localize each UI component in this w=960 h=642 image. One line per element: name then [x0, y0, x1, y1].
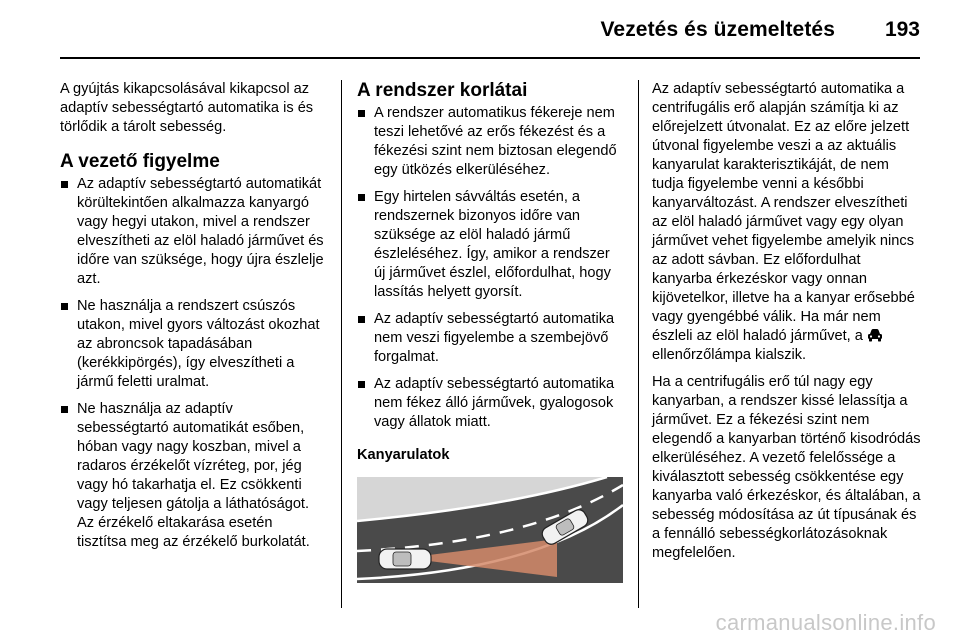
column-divider [638, 80, 639, 608]
page-header-title: Vezetés és üzemeltetés [600, 18, 835, 41]
watermark: carmanualsonline.info [715, 610, 936, 635]
section-heading-driver-attention: A vezető figyelme [60, 151, 220, 172]
bullet-item: Ne használja az adaptív sebességtartó automatikát esőben, hóban vagy nagy koszban, mivel a radaros érzékelőt vízréteg, por, jég vagy hó takarhatja el. Ez csökkenti vagy teljesen gátolja a láthatóságot. Az érzékelő eltakarása esetén tisztítsa meg az érzékelő burkolatát. [60, 400, 326, 552]
bullet-item: A rendszer automatikus fékereje nem teszi lehetővé az erős fékezést és a fékezési szint nem biztosan elegendő egy ütközés elkerüléséhez. [357, 104, 623, 180]
paragraph-text: ellenőrzőlámpa kialszik. [652, 347, 807, 363]
intro-paragraph: A gyújtás kikapcsolásával kikapcsol az adaptív sebességtartó automatika is és törlődik a tárolt sebesség. [60, 81, 314, 135]
curve-road-radar-illustration [357, 477, 623, 583]
section-heading-system-limits: A rendszer korlátai [357, 80, 528, 101]
column-middle [357, 80, 623, 583]
header-divider [60, 57, 920, 59]
bullet-item: Az adaptív sebességtartó automatika nem veszi figyelembe a szembejövő forgalmat. [357, 310, 623, 367]
bullet-item: Az adaptív sebességtartó automatika nem fékez álló járművek, gyalogosok vagy állatok miatt. [357, 375, 623, 432]
bullet-item: Ne használja a rendszert csúszós utakon, mivel gyors változást okozhat az abroncsok tapadásában (kerékkipörgés), így elveszítheti a jármű feletti uralmat. [60, 297, 326, 392]
centrifugal-force-paragraph: Ha a centrifugális erő túl nagy egy kanyarban, a rendszer kissé lelassítja a járművet. Ez a fékezési szint nem elegendő a kanyarban történő kisodródás elkerüléséhez. A vezető felelőssége a kiválasztott sebesség csökkentése egy kanyarba való érkezéskor, és általában, a sebesség módosítása az út típusának és a fennálló sebességkorlátozásoknak megfelelően. [652, 374, 921, 561]
column-left [60, 80, 326, 560]
bullet-item: Az adaptív sebességtartó automatikát körültekintően alkalmazza kanyargó vagy hegyi utakon, mivel a rendszer elveszítheti az elöl haladó járművet és időre van szüksége, hogy újra észlelje azt. [60, 175, 326, 289]
bullet-item: Egy hirtelen sávváltás esetén, a rendszernek bizonyos időre van szüksége az elöl haladó jármű észleléséhez. Így, amikor a rendszer új járművet észlel, előfordulhat, hogy lassítás helyett gyorsít. [357, 188, 623, 302]
page-number: 193 [884, 18, 920, 41]
car-front-icon [867, 328, 883, 342]
column-divider [341, 80, 342, 608]
own-car-shape [379, 549, 431, 569]
subheading-curves: Kanyarulatok [357, 447, 450, 463]
column-right [652, 80, 924, 571]
paragraph-text: Az adaptív sebességtartó automatika a centrifugális erő alapján számítja ki az előrejelzett útvonalat. Ez az előre jelzett útvonal figyelembe veszi a az aktuális kanyarulat karakterisztikáját, de nem tudja figyelembe venni a későbbi kanyarváltozást. A rendszer elveszítheti az elöl haladó járművet vagy egy olyan járművet vehet figyelembe amelyik nincs az adott sávban. Ez előfordulhat kanyarba érkezéskor vagy onnan kijövetelkor, illetve ha a kanyar erősebbé vagy gyengébbé válik. Ha már nem észleli az elöl haladó járművet, a [652, 81, 915, 344]
curve-explanation-paragraph [652, 80, 924, 365]
